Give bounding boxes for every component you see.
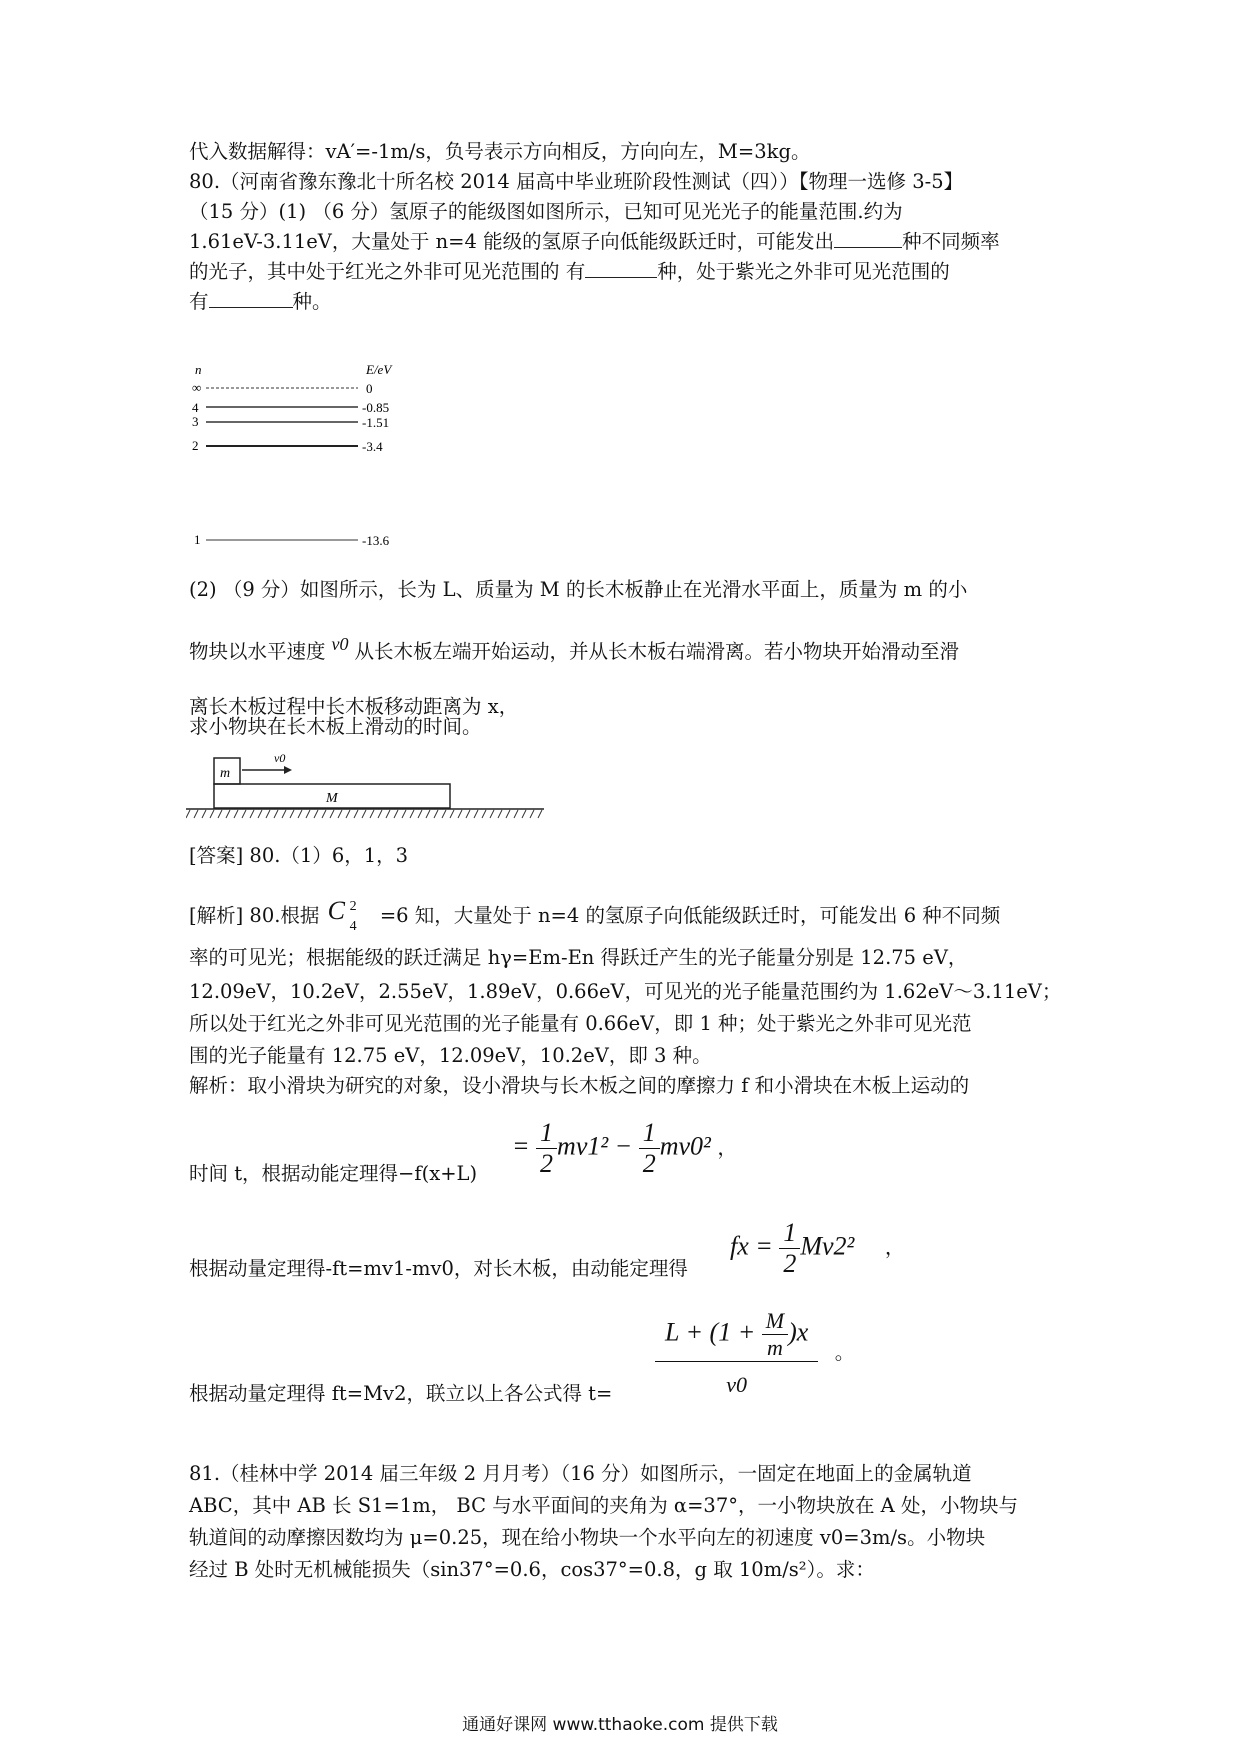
page-footer: 通通好课网 www.tthaoke.com 提供下载 bbox=[462, 1715, 778, 1735]
analysis-line: 率的可见光；根据能级的跃迁满足 hγ=Em-En 得跃迁产生的光子能量分别是 12.75 eV， bbox=[189, 946, 968, 969]
level-e-label: -3.4 bbox=[362, 439, 383, 454]
text-line: 物块以水平速度 v0 从长木板左端开始运动，并从长木板右端滑离。若小物块开始滑动至滑 bbox=[189, 638, 959, 666]
board-energy-equation: fx = $\frac{1}{2}$ Mv2² ， bbox=[730, 1218, 905, 1278]
level-e-label: -1.51 bbox=[362, 415, 390, 430]
level-e-label: 0 bbox=[366, 381, 373, 396]
text-line: 求小物块在长木板上滑动的时间。 bbox=[189, 715, 482, 738]
analysis-line: 所以处于红光之外非可见光范围的光子能量有 0.66eV，即 1 种；处于紫光之外非可见光范 bbox=[189, 1012, 972, 1035]
question-80-header: 80.（河南省豫东豫北十所名校 2014 届高中毕业班阶段性测试（四））【物理一选修 3-5】 bbox=[189, 170, 964, 193]
block-board-diagram bbox=[186, 748, 546, 824]
kinetic-energy-equation: = $\frac{1}{2}$ mv1² − $\frac{1}{2}$ mv0² ， bbox=[512, 1118, 738, 1178]
level-n-label: ∞ bbox=[192, 380, 202, 395]
level-n-label: 1 bbox=[194, 532, 201, 547]
level-e-label: -13.6 bbox=[362, 533, 390, 548]
small-block-label: m bbox=[220, 766, 231, 781]
velocity-label: v0 bbox=[274, 751, 286, 765]
question-81-header: 81.（桂林中学 2014 届三年级 2 月月考）（16 分）如图所示，一固定在地面上的金属轨道 bbox=[189, 1462, 972, 1485]
combination-symbol: C 2 4 bbox=[327, 895, 357, 934]
text-line: 代入数据解得：vA′=-1m/s，负号表示方向相反，方向向左，M=3kg。 bbox=[189, 140, 811, 163]
n-axis-label: n bbox=[195, 362, 202, 377]
e-axis-label: E/eV bbox=[366, 362, 392, 377]
level-n-label: 4 bbox=[192, 400, 199, 415]
analysis-line: 根据动量定理得 ft=Mv2，联立以上各公式得 t= bbox=[189, 1382, 613, 1405]
analysis-line: 根据动量定理得-ft=mv1-mv0，对长木板，由动能定理得 bbox=[189, 1257, 688, 1280]
board-label: M bbox=[326, 791, 338, 806]
level-n-label: 2 bbox=[192, 438, 199, 453]
text-line: 离长木板过程中长木板移动距离为 x， bbox=[189, 695, 519, 718]
energy-level-diagram bbox=[190, 360, 430, 550]
text-line: 轨道间的动摩擦因数均为 μ=0.25，现在给小物块一个水平向左的初速度 v0=3m/s。小物块 bbox=[189, 1526, 986, 1549]
answer-blank[interactable] bbox=[834, 229, 902, 248]
text-line: (2) （9 分）如图所示，长为 L、质量为 M 的长木板静止在光滑水平面上，质量为 m 的小 bbox=[189, 578, 968, 601]
text-line: （15 分）(1) （6 分）氢原子的能级图如图所示，已知可见光光子的能量范围.约为 bbox=[189, 200, 903, 223]
ground-hatching bbox=[186, 810, 542, 818]
text-line: ABC，其中 AB 长 S1=1m， BC 与水平面间的夹角为 α=37°，一小物块放在 A 处，小物块与 bbox=[189, 1494, 1018, 1517]
answer-line: [答案] 80.（1）6，1，3 bbox=[189, 844, 409, 867]
text-line: 有 种。 bbox=[189, 290, 332, 313]
v0-symbol: v0 bbox=[331, 634, 349, 654]
analysis-line: [解析] 80.根据 C 2 4 =6 知，大量处于 n=4 的氢原子向低能级跃迁时，可能发出 6 种不同频 bbox=[189, 895, 1001, 934]
analysis-line: 围的光子能量有 12.75 eV，12.09eV，10.2eV，即 3 种。 bbox=[189, 1044, 712, 1067]
level-e-label: -0.85 bbox=[362, 400, 390, 415]
velocity-arrowhead bbox=[284, 766, 292, 774]
analysis-line: 12.09eV，10.2eV，2.55eV，1.89eV，0.66eV，可见光的光子能量范围约为 1.62eV～3.11eV； bbox=[189, 980, 1062, 1003]
answer-blank[interactable] bbox=[209, 289, 293, 308]
analysis-line: 时间 t，根据动能定理得−f(x+L) bbox=[189, 1162, 478, 1185]
level-n-label: 3 bbox=[192, 414, 199, 429]
time-result-equation: L + (1 + $\frac{M}{m}$ )x v0 。 bbox=[655, 1308, 855, 1398]
analysis-line: 解析：取小滑块为研究的对象，设小滑块与长木板之间的摩擦力 f 和小滑块在木板上运动的 bbox=[189, 1074, 970, 1097]
text-line: 的光子，其中处于红光之外非可见光范围的 有 种，处于紫光之外非可见光范围的 bbox=[189, 260, 950, 283]
text-line: 1.61eV-3.11eV，大量处于 n=4 能级的氢原子向低能级跃迁时，可能发出 种不同频率 bbox=[189, 230, 1000, 253]
answer-blank[interactable] bbox=[585, 259, 657, 278]
text-line: 经过 B 处时无机械能损失（sin37°=0.6，cos37°=0.8，g 取 10m/s²）。求： bbox=[189, 1558, 875, 1581]
